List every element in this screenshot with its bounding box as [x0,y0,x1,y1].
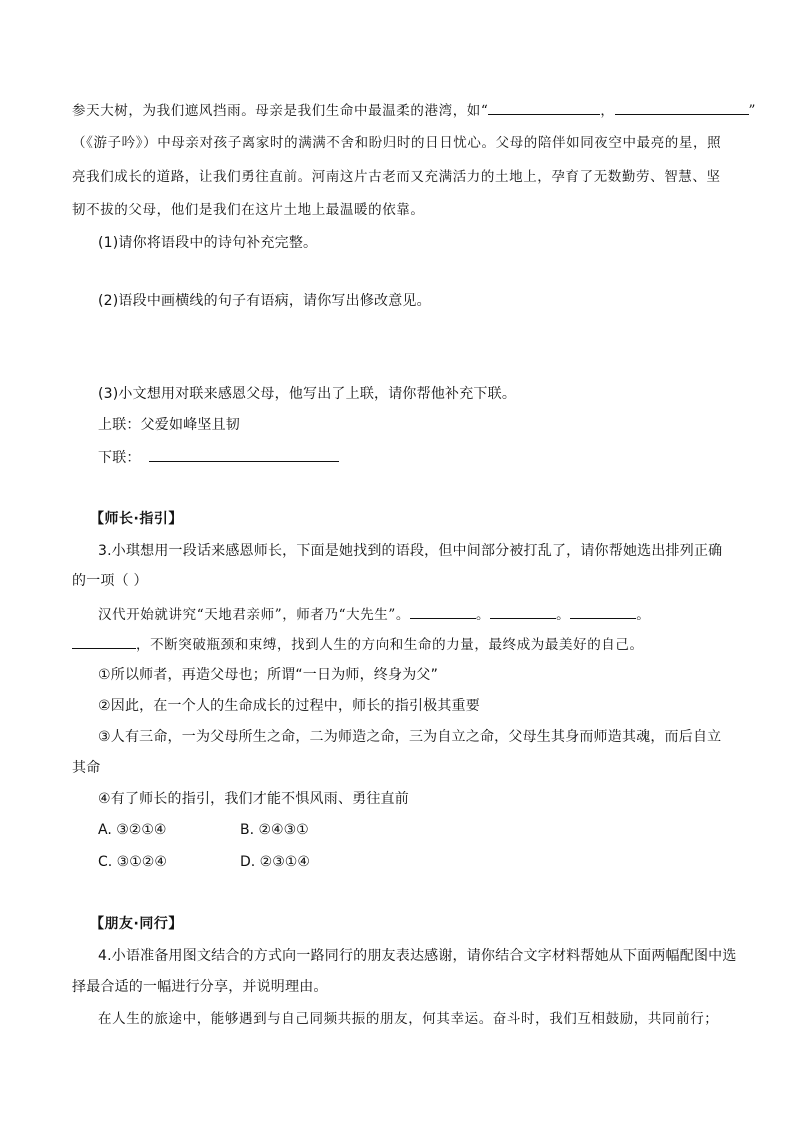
sub-question-1: (1)请你将语段中的诗句补充完整。 [98,235,318,251]
friend-passage-line-1: 在人生的旅途中，能够遇到与自己同频共振的朋友，何其幸运。奋斗时，我们互相鼓励，共同前行； [98,1011,719,1027]
sentence-item-2: ②因此，在一个人的生命成长的过程中，师长的指引极其重要 [98,698,480,714]
question-4-line-2: 择最合适的一幅进行分享，并说明理由。 [72,979,328,995]
sub-question-3: (3)小文想用对联来感恩父母，他写出了上联，请你帮他补充下联。 [98,386,517,402]
teacher-passage-text-2: ，不断突破瓶颈和束缚，找到人生的方向和生命的力量，最终成为最美好的自己。 [136,637,644,653]
order-blank-1[interactable] [410,604,476,619]
teacher-passage-line-1: 汉代开始就讲究“天地君亲师”，师者乃“大先生”。 。 。 。 [98,604,650,624]
question-4-line-1: 4.小语准备用图文结合的方式向一路同行的朋友表达感谢，请你结合文字材料帮她从下面两幅配图中选 [98,948,737,964]
passage-text: 参天大树，为我们遮风挡雨。母亲是我们生命中最温柔的港湾，如“ [72,103,489,119]
sentence-item-1: ①所以师者，再造父母也；所谓“一日为师，终身为父” [98,667,439,683]
couplet-lower-label: 下联： [98,450,141,466]
passage-line-2: （《游子吟》）中母亲对孩子离家时的满满不舍和盼归时的日日忧心。父母的陪伴如同夜空中最亮的星，照 [72,135,722,151]
order-blank-4[interactable] [72,634,136,649]
section-heading-teacher: 【师长·指引】 [90,511,183,527]
order-blank-2[interactable] [490,604,556,619]
sentence-item-3-cont: 其命 [72,760,101,776]
couplet-lower-blank[interactable] [149,447,339,462]
passage-line-3: 亮我们成长的道路，让我们勇往直前。河南这片古老而又充满活力的土地上，孕育了无数勤劳、智慧、坚 [72,169,721,185]
passage-line-1 [72,100,756,120]
couplet-lower [98,447,339,467]
couplet-upper: 上联：父爱如峰坚且韧 [98,417,240,433]
option-d[interactable]: D. ②③①④ [240,854,310,870]
teacher-passage-text: 汉代开始就讲究“天地君亲师”，师者乃“大先生”。 [98,607,411,623]
passage-quote-end: ” [748,103,757,119]
question-3-line-1: 3.小琪想用一段话来感恩师长，下面是她找到的语段，但中间部分被打乱了，请你帮她选出排列正确 [98,543,723,559]
option-c[interactable]: C. ③①②④ [98,854,167,870]
sentence-item-4: ④有了师长的指引，我们才能不惧风雨、勇往直前 [98,791,409,807]
sentence-item-3: ③人有三命，一为父母所生之命，二为师造之命，三为自立之命，父母生其身而师造其魂，而后自立 [98,729,722,745]
sub-question-2: (2)语段中画横线的句子有语病，请你写出修改意见。 [98,293,431,309]
order-blank-3[interactable] [570,604,636,619]
option-b[interactable]: B. ②④③① [240,822,309,838]
question-3-line-2: 的一项（ ） [72,573,148,589]
option-a[interactable]: A. ③②①④ [98,822,167,838]
poem-blank-1[interactable] [488,100,600,115]
poem-blank-2[interactable] [615,100,749,115]
teacher-passage-line-2 [72,634,644,654]
section-heading-friend: 【朋友·同行】 [90,916,183,932]
passage-line-4: 韧不拔的父母，他们是我们在这片土地上最温暖的依靠。 [72,202,425,218]
passage-comma: ， [600,103,615,119]
